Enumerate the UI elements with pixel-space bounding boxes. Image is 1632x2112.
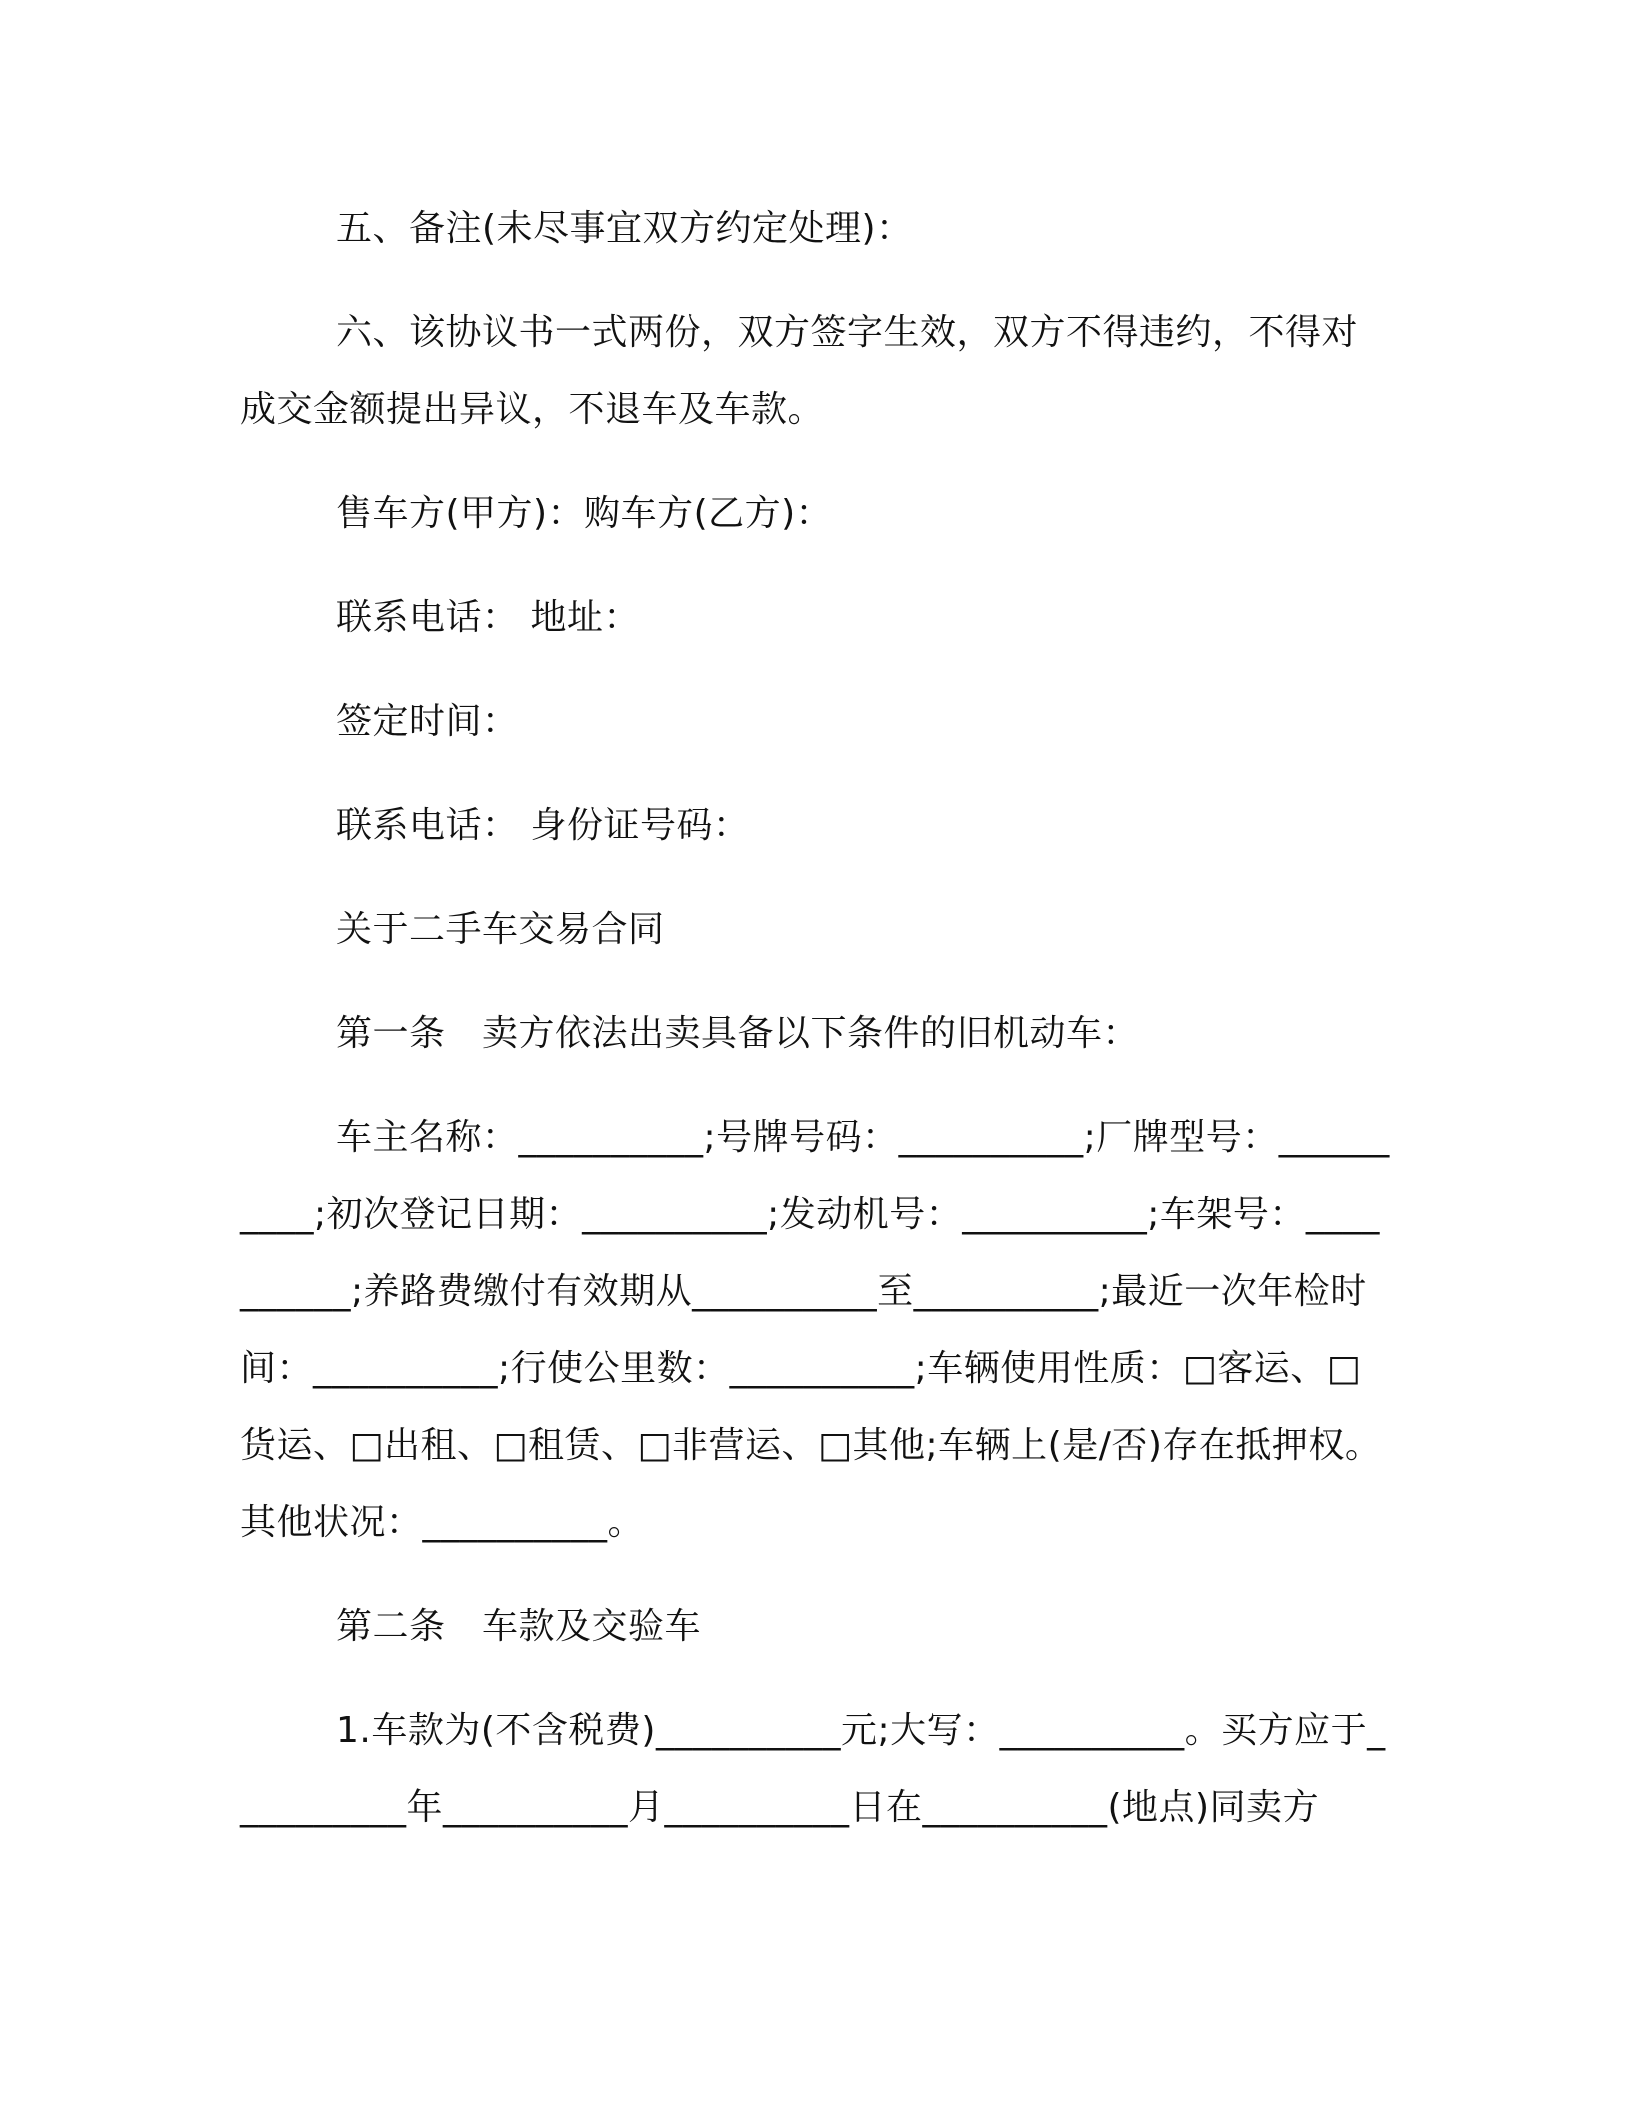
article-one-heading: 第一条 卖方依法出卖具备以下条件的旧机动车： <box>336 1013 1140 1054</box>
paragraph-seller-buyer: 售车方(甲方)：购车方(乙方)： <box>336 493 833 534</box>
article-two-heading: 第二条 车款及交验车 <box>336 1606 702 1647</box>
article-two-price-clause: 1.车款为(不含税费)__________元;大写：__________。买方应于__________年__________月__________日在__________(地点)同卖方 <box>240 1710 1386 1828</box>
document-page <box>240 190 1390 1846</box>
contract-title: 关于二手车交易合同 <box>336 909 665 950</box>
article-one-vehicle-details: 车主名称：__________;号牌号码：__________;厂牌型号：__________;初次登记日期：__________;发动机号：__________;车架号：__________;养路费缴付有效期从__________至__________;最近一次年检时间：__________;行使公里数：__________;车辆使用性质：□客运、□货运、□出租、□租赁、□非营运、□其他;车辆上(是/否)存在抵押权。其他状况：__________。 <box>240 1117 1390 1543</box>
paragraph-signing-time: 签定时间： <box>336 701 519 742</box>
paragraph-phone-id: 联系电话： 身份证号码： <box>336 805 750 846</box>
paragraph-copies-clause: 六、该协议书一式两份，双方签字生效，双方不得违约，不得对成交金额提出异议，不退车及车款。 <box>240 312 1359 430</box>
paragraph-phone-address: 联系电话： 地址： <box>336 597 640 638</box>
paragraph-remarks: 五、备注(未尽事宜双方约定处理)： <box>336 208 913 249</box>
